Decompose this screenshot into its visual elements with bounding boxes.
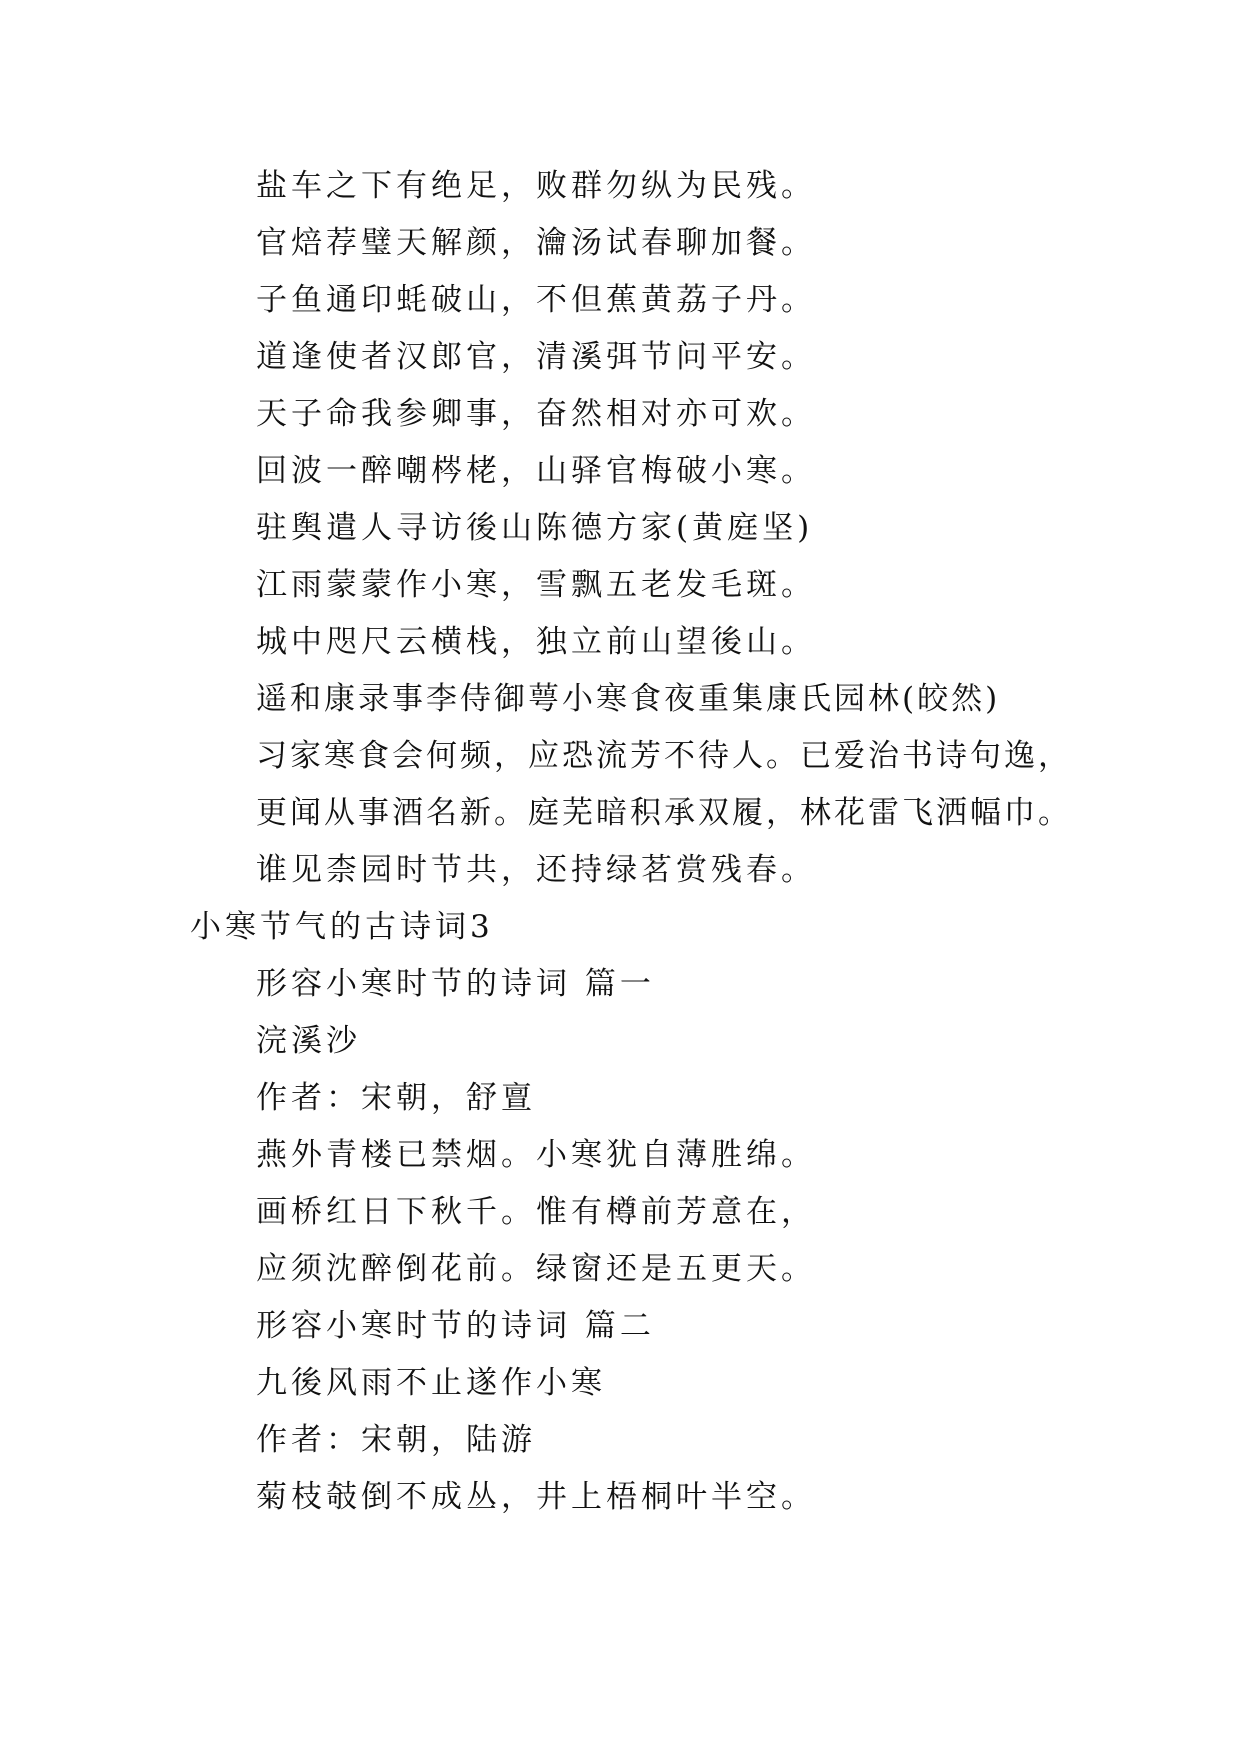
poem-line: 习家寒食会何频，应恐流芳不待人。已爱治书诗句逸， [256,738,1072,774]
poem-line: 更闻从事酒名新。庭芜暗积承双履，林花雷飞洒幅巾。 [256,795,1072,831]
poem-line: 官焙荐璧天解颜，瀹汤试春聊加餐。 [256,225,816,261]
poem-author: 作者：宋朝，舒亶 [256,1080,536,1116]
poem-title: 九後风雨不止遂作小寒 [256,1365,606,1401]
poem-title-line: 遥和康录事李侍御萼小寒食夜重集康氏园林(皎然) [256,681,1001,717]
poem-line: 江雨蒙蒙作小寒，雪飘五老发毛斑。 [256,567,816,603]
poem-line: 盐车之下有绝足，败群勿纵为民残。 [256,168,816,204]
poem-line: 菊枝攲倒不成丛，井上梧桐叶半空。 [256,1479,816,1515]
subsection-heading: 形容小寒时节的诗词 篇二 [256,1308,655,1344]
poem-line: 城中咫尺云横栈，独立前山望後山。 [256,624,816,660]
poem-author: 作者：宋朝，陆游 [256,1422,536,1458]
poem-line: 应须沈醉倒花前。绿窗还是五更天。 [256,1251,816,1287]
poem-title: 浣溪沙 [256,1023,361,1059]
poem-line: 子鱼通印蚝破山，不但蕉黄荔子丹。 [256,282,816,318]
poem-line: 回波一醉嘲梣栳，山驿官梅破小寒。 [256,453,816,489]
poem-line: 谁见柰园时节共，还持绿茗赏残春。 [256,852,816,888]
poem-line: 天子命我参卿事，奋然相对亦可欢。 [256,396,816,432]
section-heading: 小寒节气的古诗词3 [190,909,494,945]
subsection-heading: 形容小寒时节的诗词 篇一 [256,966,655,1002]
poem-line: 道逢使者汉郎官，清溪弭节问平安。 [256,339,816,375]
poem-line: 画桥红日下秋千。惟有樽前芳意在， [256,1194,816,1230]
poem-line: 燕外青楼已禁烟。小寒犹自薄胜绵。 [256,1137,816,1173]
poem-title-line: 驻舆遣人寻访後山陈德方家(黄庭坚) [256,510,814,546]
